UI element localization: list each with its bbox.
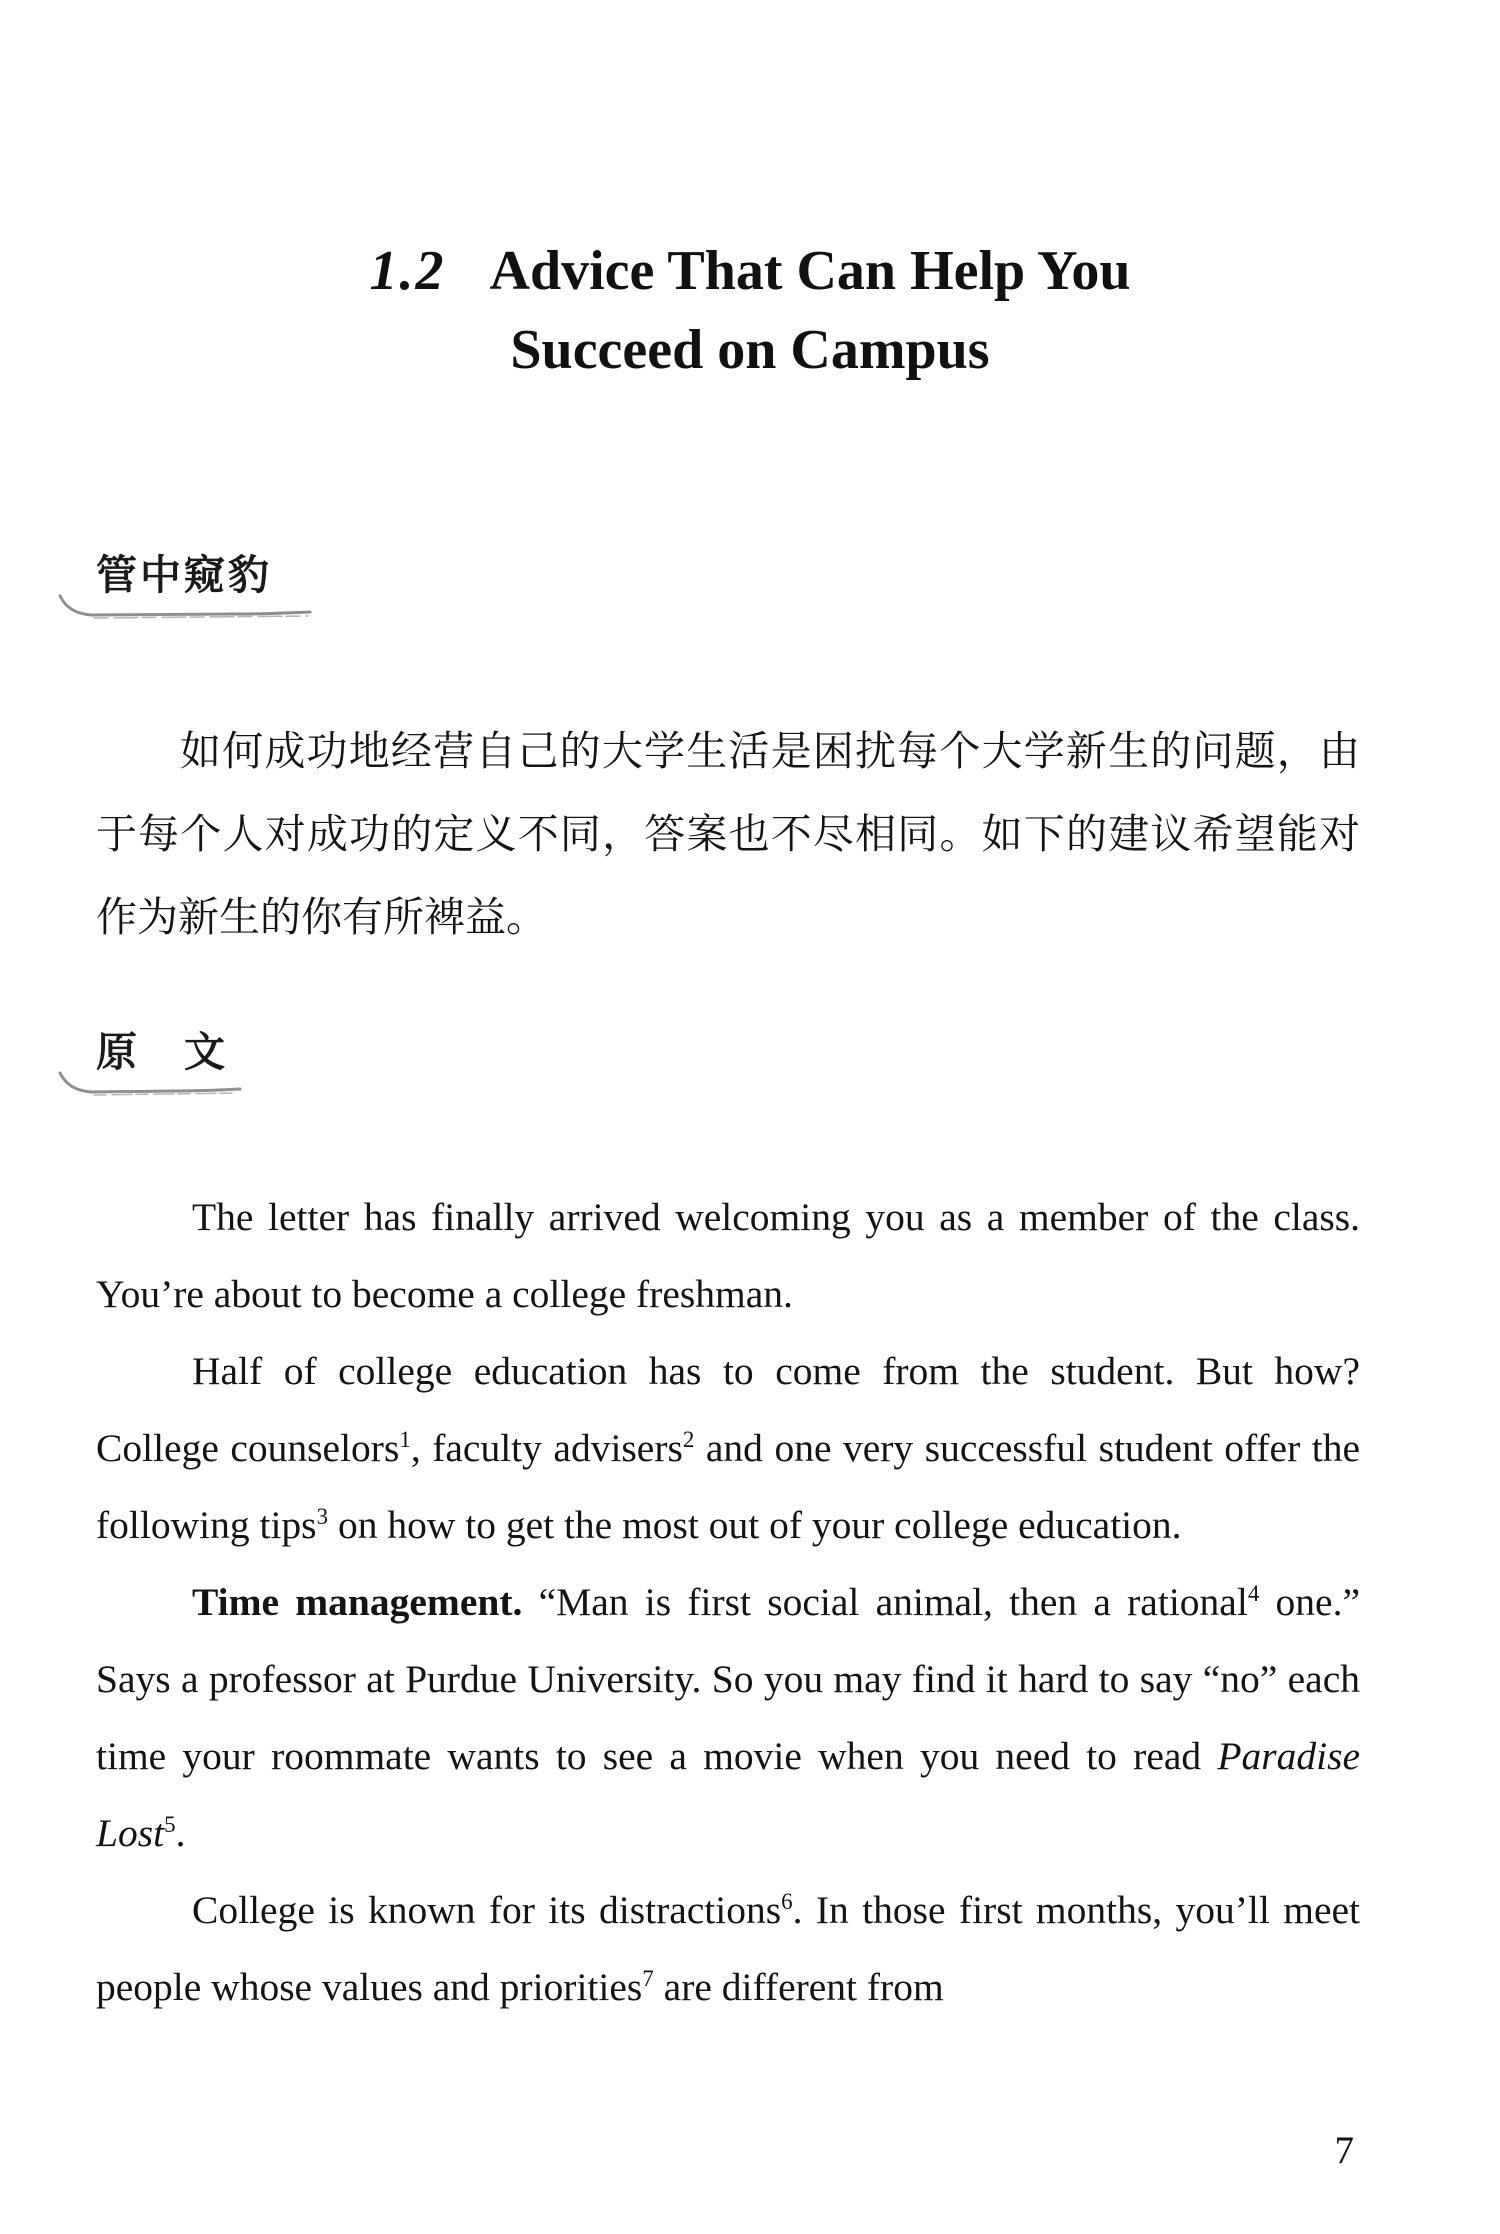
section-heading-preview-label: 管中窥豹 [96, 551, 272, 599]
chinese-intro-paragraph: 如何成功地经营自己的大学生活是困扰每个大学新生的问题，由于每个人对成功的定义不同，答案也不尽相同。如下的建议希望能对作为新生的你有所裨益。 [96, 728, 1360, 940]
brush-underline-icon [54, 594, 314, 622]
page-number: 7 [1334, 2129, 1354, 2172]
body-paragraph: Time management. “Man is first social animal, then a rational$^4$ one.” Says a professor at Purdue University. So you may find it hard to say “no” each time your roommate wants to see a movie when you need to read Paradise Lost$^5$. [96, 1580, 1360, 1855]
body-paragraph: The letter has finally arrived welcoming you as a member of the class. You’re about to become a college freshman. [96, 1195, 1360, 1316]
english-body [96, 1179, 1360, 2026]
chapter-number: 1.2 [369, 240, 446, 302]
chapter-title-text-line1: Advice That Can Help You [489, 240, 1131, 302]
section-heading-original-text [96, 1029, 228, 1075]
section-heading-original-text-label: 原 文 [96, 1028, 228, 1076]
chapter-title [0, 0, 1500, 390]
body-paragraph: College is known for its distractions$^6$. In those first months, you’ll meet people whose values and priorities$^7$ are different from [96, 1888, 1360, 2009]
body-paragraph: Half of college education has to come from the student. But how? College counselors$^1$, faculty advisers$^2$ and one very successful student offer the following tips$^3$ on how to get the most out of your college education. [96, 1349, 1361, 1547]
brush-underline-icon [54, 1071, 244, 1099]
chapter-title-text-line2: Succeed on Campus [510, 319, 990, 381]
section-heading-preview [96, 552, 272, 598]
chapter-title-line1 [0, 232, 1500, 311]
